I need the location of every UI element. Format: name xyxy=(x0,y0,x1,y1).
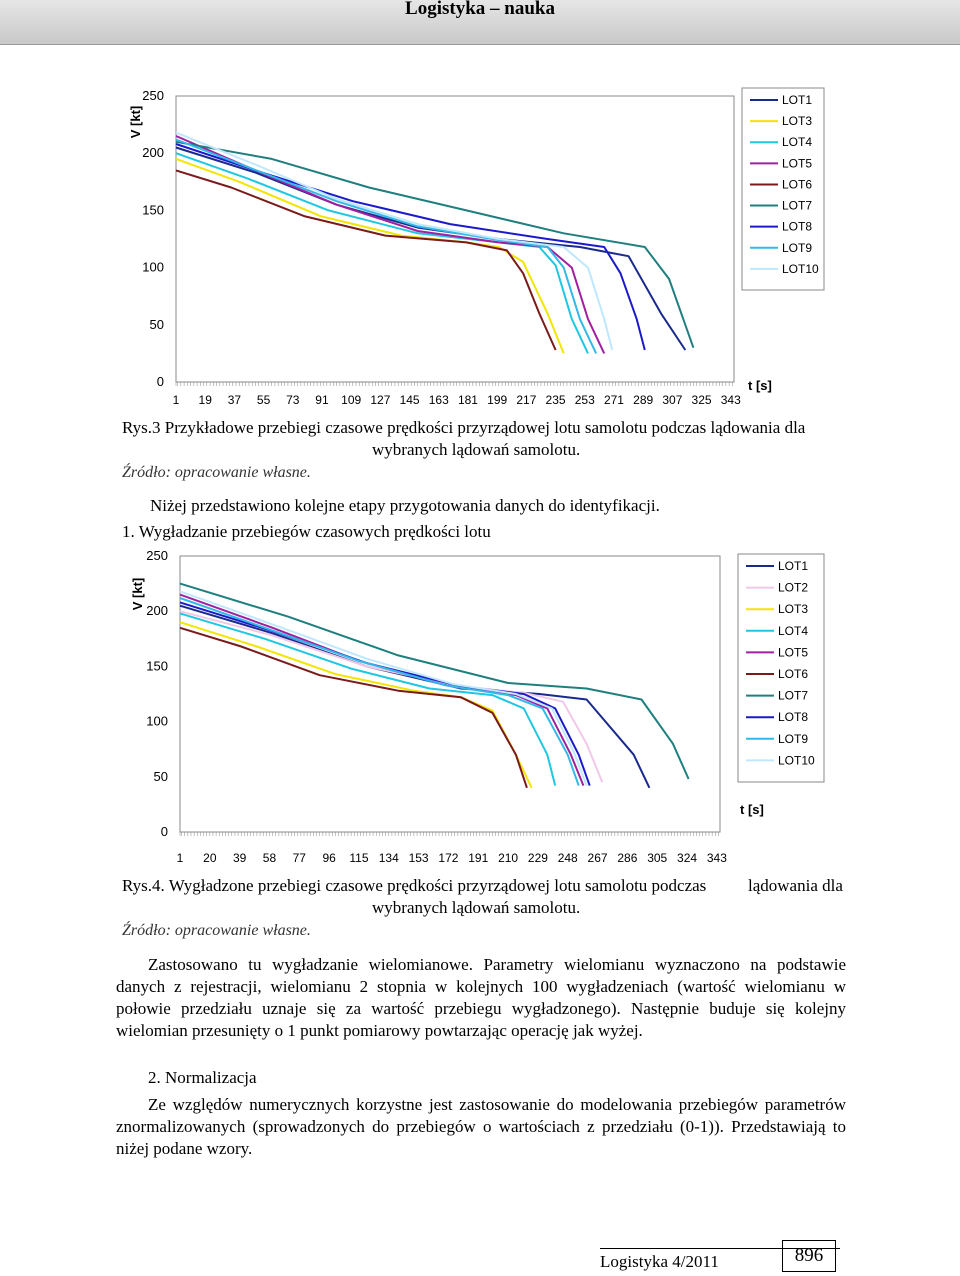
plot-area xyxy=(180,556,720,832)
legend-entry: LOT10 xyxy=(782,261,819,276)
x-tick-label: 163 xyxy=(428,393,449,407)
x-tick-label: 39 xyxy=(232,851,247,865)
x-tick-label: 20 xyxy=(203,851,217,865)
x-tick-label: 191 xyxy=(468,851,489,865)
paragraph-2: Ze względów numerycznych korzystne jest zastosowanie do modelowania przebiegów parametrów znormalizowanych (sprowadzonych do przebiegów o wartościach z przedziału (0-1)). Przedstawiają to niżej podane wzory. xyxy=(116,1095,846,1158)
y-axis-label: V [kt] xyxy=(128,105,143,139)
series-line-lot6 xyxy=(176,170,556,350)
x-tick-label: 127 xyxy=(370,393,391,407)
y-tick-label: 100 xyxy=(146,713,168,729)
x-tick-label: 1 xyxy=(172,393,180,407)
x-tick-label: 217 xyxy=(516,393,537,407)
series-line-lot4 xyxy=(176,153,588,353)
x-tick-label: 19 xyxy=(198,393,212,407)
x-tick-label: 109 xyxy=(341,393,362,407)
y-axis-label: V [kt] xyxy=(130,577,145,611)
plot-area xyxy=(176,96,734,382)
x-tick-label: 289 xyxy=(633,393,654,407)
x-tick-label: 172 xyxy=(438,851,459,865)
x-tick-label: 210 xyxy=(498,851,519,865)
legend-entry: LOT3 xyxy=(778,602,809,617)
legend-entry: LOT9 xyxy=(778,731,809,746)
x-tick-label: 325 xyxy=(691,393,712,407)
legend-entry: LOT4 xyxy=(778,623,809,638)
intro-text: Niżej przedstawiono kolejne etapy przygotowania danych do identyfikacji. xyxy=(150,496,660,515)
legend-entry: LOT5 xyxy=(782,156,813,171)
legend-entry: LOT2 xyxy=(778,580,809,595)
x-tick-label: 248 xyxy=(557,851,578,865)
x-tick-label: 115 xyxy=(349,851,369,865)
legend-entry: LOT6 xyxy=(782,177,813,192)
x-tick-label: 324 xyxy=(677,851,698,865)
x-tick-label: 134 xyxy=(378,851,399,865)
chart-1 xyxy=(120,80,840,410)
legend-entry: LOT7 xyxy=(782,198,813,213)
legend-entry: LOT4 xyxy=(782,135,813,150)
header-title: Logistyka – nauka xyxy=(405,0,555,19)
x-tick-label: 253 xyxy=(574,393,595,407)
x-axis-label: t [s] xyxy=(740,802,764,817)
legend-entry: LOT3 xyxy=(782,114,813,129)
x-tick-label: 96 xyxy=(322,851,336,865)
x-tick-label: 307 xyxy=(662,393,683,407)
header-bar xyxy=(0,0,960,45)
x-tick-label: 37 xyxy=(227,393,242,407)
paragraph-1: Zastosowano tu wygładzanie wielomianowe. Parametry wielomianu wyznaczono na podstawie danych z rejestracji, wielomianu 2 stopnia w kolejnych 100 wygładzeniach (wartość wielomianu w połowie przedziału uznaje się za wartość przebiegu wygładzonego). Następnie buduje się kolejny wielomian przesunięty o 1 punkt pomiarowy powtarzając operację jak wyżej. xyxy=(116,955,846,1040)
legend-entry: LOT7 xyxy=(778,688,809,703)
legend-entry: LOT1 xyxy=(782,93,813,107)
y-tick-label: 150 xyxy=(146,658,168,674)
legend-entry: LOT5 xyxy=(778,645,809,660)
y-tick-label: 100 xyxy=(142,259,164,275)
legend-entry: LOT9 xyxy=(782,240,813,255)
y-tick-label: 50 xyxy=(153,768,168,784)
x-tick-label: 343 xyxy=(720,393,741,407)
legend-entry: LOT8 xyxy=(778,710,809,725)
x-tick-label: 55 xyxy=(256,393,271,407)
y-tick-label: 0 xyxy=(156,374,164,389)
x-tick-label: 199 xyxy=(487,393,508,407)
y-tick-label: 50 xyxy=(149,316,164,332)
section1-title: 1. Wygładzanie przebiegów czasowych prędkości lotu xyxy=(122,522,491,541)
y-tick-label: 0 xyxy=(160,824,168,839)
chart2-source: Źródło: opracowanie własne. xyxy=(122,922,311,939)
chart2-caption-line1b: lądowania dla xyxy=(748,876,843,895)
y-tick-label: 250 xyxy=(142,88,164,103)
legend-entry: LOT6 xyxy=(778,667,809,681)
x-tick-label: 153 xyxy=(408,851,429,865)
x-axis-label: t [s] xyxy=(748,378,772,393)
section2-title: 2. Normalizacja xyxy=(148,1068,257,1087)
series-line-lot1 xyxy=(180,606,649,788)
chart2-caption-line1: Rys.4. Wygładzone przebiegi czasowe prędkości przyrządowej lotu samolotu podczas xyxy=(122,876,707,895)
x-tick-label: 91 xyxy=(315,393,329,407)
series-line-lot1 xyxy=(176,148,685,351)
chart1-caption-line1: Rys.3 Przykładowe przebiegi czasowe prędkości przyrządowej lotu samolotu podczas lądowania dla xyxy=(122,418,806,437)
chart1-source: Źródło: opracowanie własne. xyxy=(122,464,311,481)
x-tick-label: 267 xyxy=(587,851,608,865)
x-tick-label: 1 xyxy=(176,851,184,865)
y-tick-label: 200 xyxy=(142,145,164,161)
legend-entry: LOT8 xyxy=(782,219,813,234)
chart2-caption-line2: wybranych lądowań samolotu. xyxy=(372,898,581,917)
x-tick-label: 77 xyxy=(292,851,306,865)
y-tick-label: 250 xyxy=(146,548,168,563)
y-tick-label: 200 xyxy=(146,603,168,619)
x-tick-label: 58 xyxy=(262,851,277,865)
x-tick-label: 181 xyxy=(457,393,478,407)
series-line-lot2 xyxy=(180,611,602,782)
x-tick-label: 229 xyxy=(527,851,548,865)
x-tick-label: 235 xyxy=(545,393,566,407)
x-tick-label: 145 xyxy=(399,393,420,407)
chart-2 xyxy=(120,548,840,870)
x-tick-label: 271 xyxy=(603,393,624,407)
series-line-lot6 xyxy=(180,628,527,788)
y-tick-label: 150 xyxy=(142,202,164,218)
x-tick-label: 286 xyxy=(617,851,638,865)
chart1-caption-line2: wybranych lądowań samolotu. xyxy=(372,440,581,459)
legend-entry: LOT10 xyxy=(778,753,815,768)
page-number: 896 xyxy=(782,1240,836,1272)
x-tick-label: 73 xyxy=(286,393,300,407)
x-tick-label: 343 xyxy=(706,851,727,865)
x-tick-label: 305 xyxy=(647,851,668,865)
series-line-lot3 xyxy=(180,622,532,788)
legend-entry: LOT1 xyxy=(778,559,809,573)
footer-journal: Logistyka 4/2011 xyxy=(600,1252,719,1271)
